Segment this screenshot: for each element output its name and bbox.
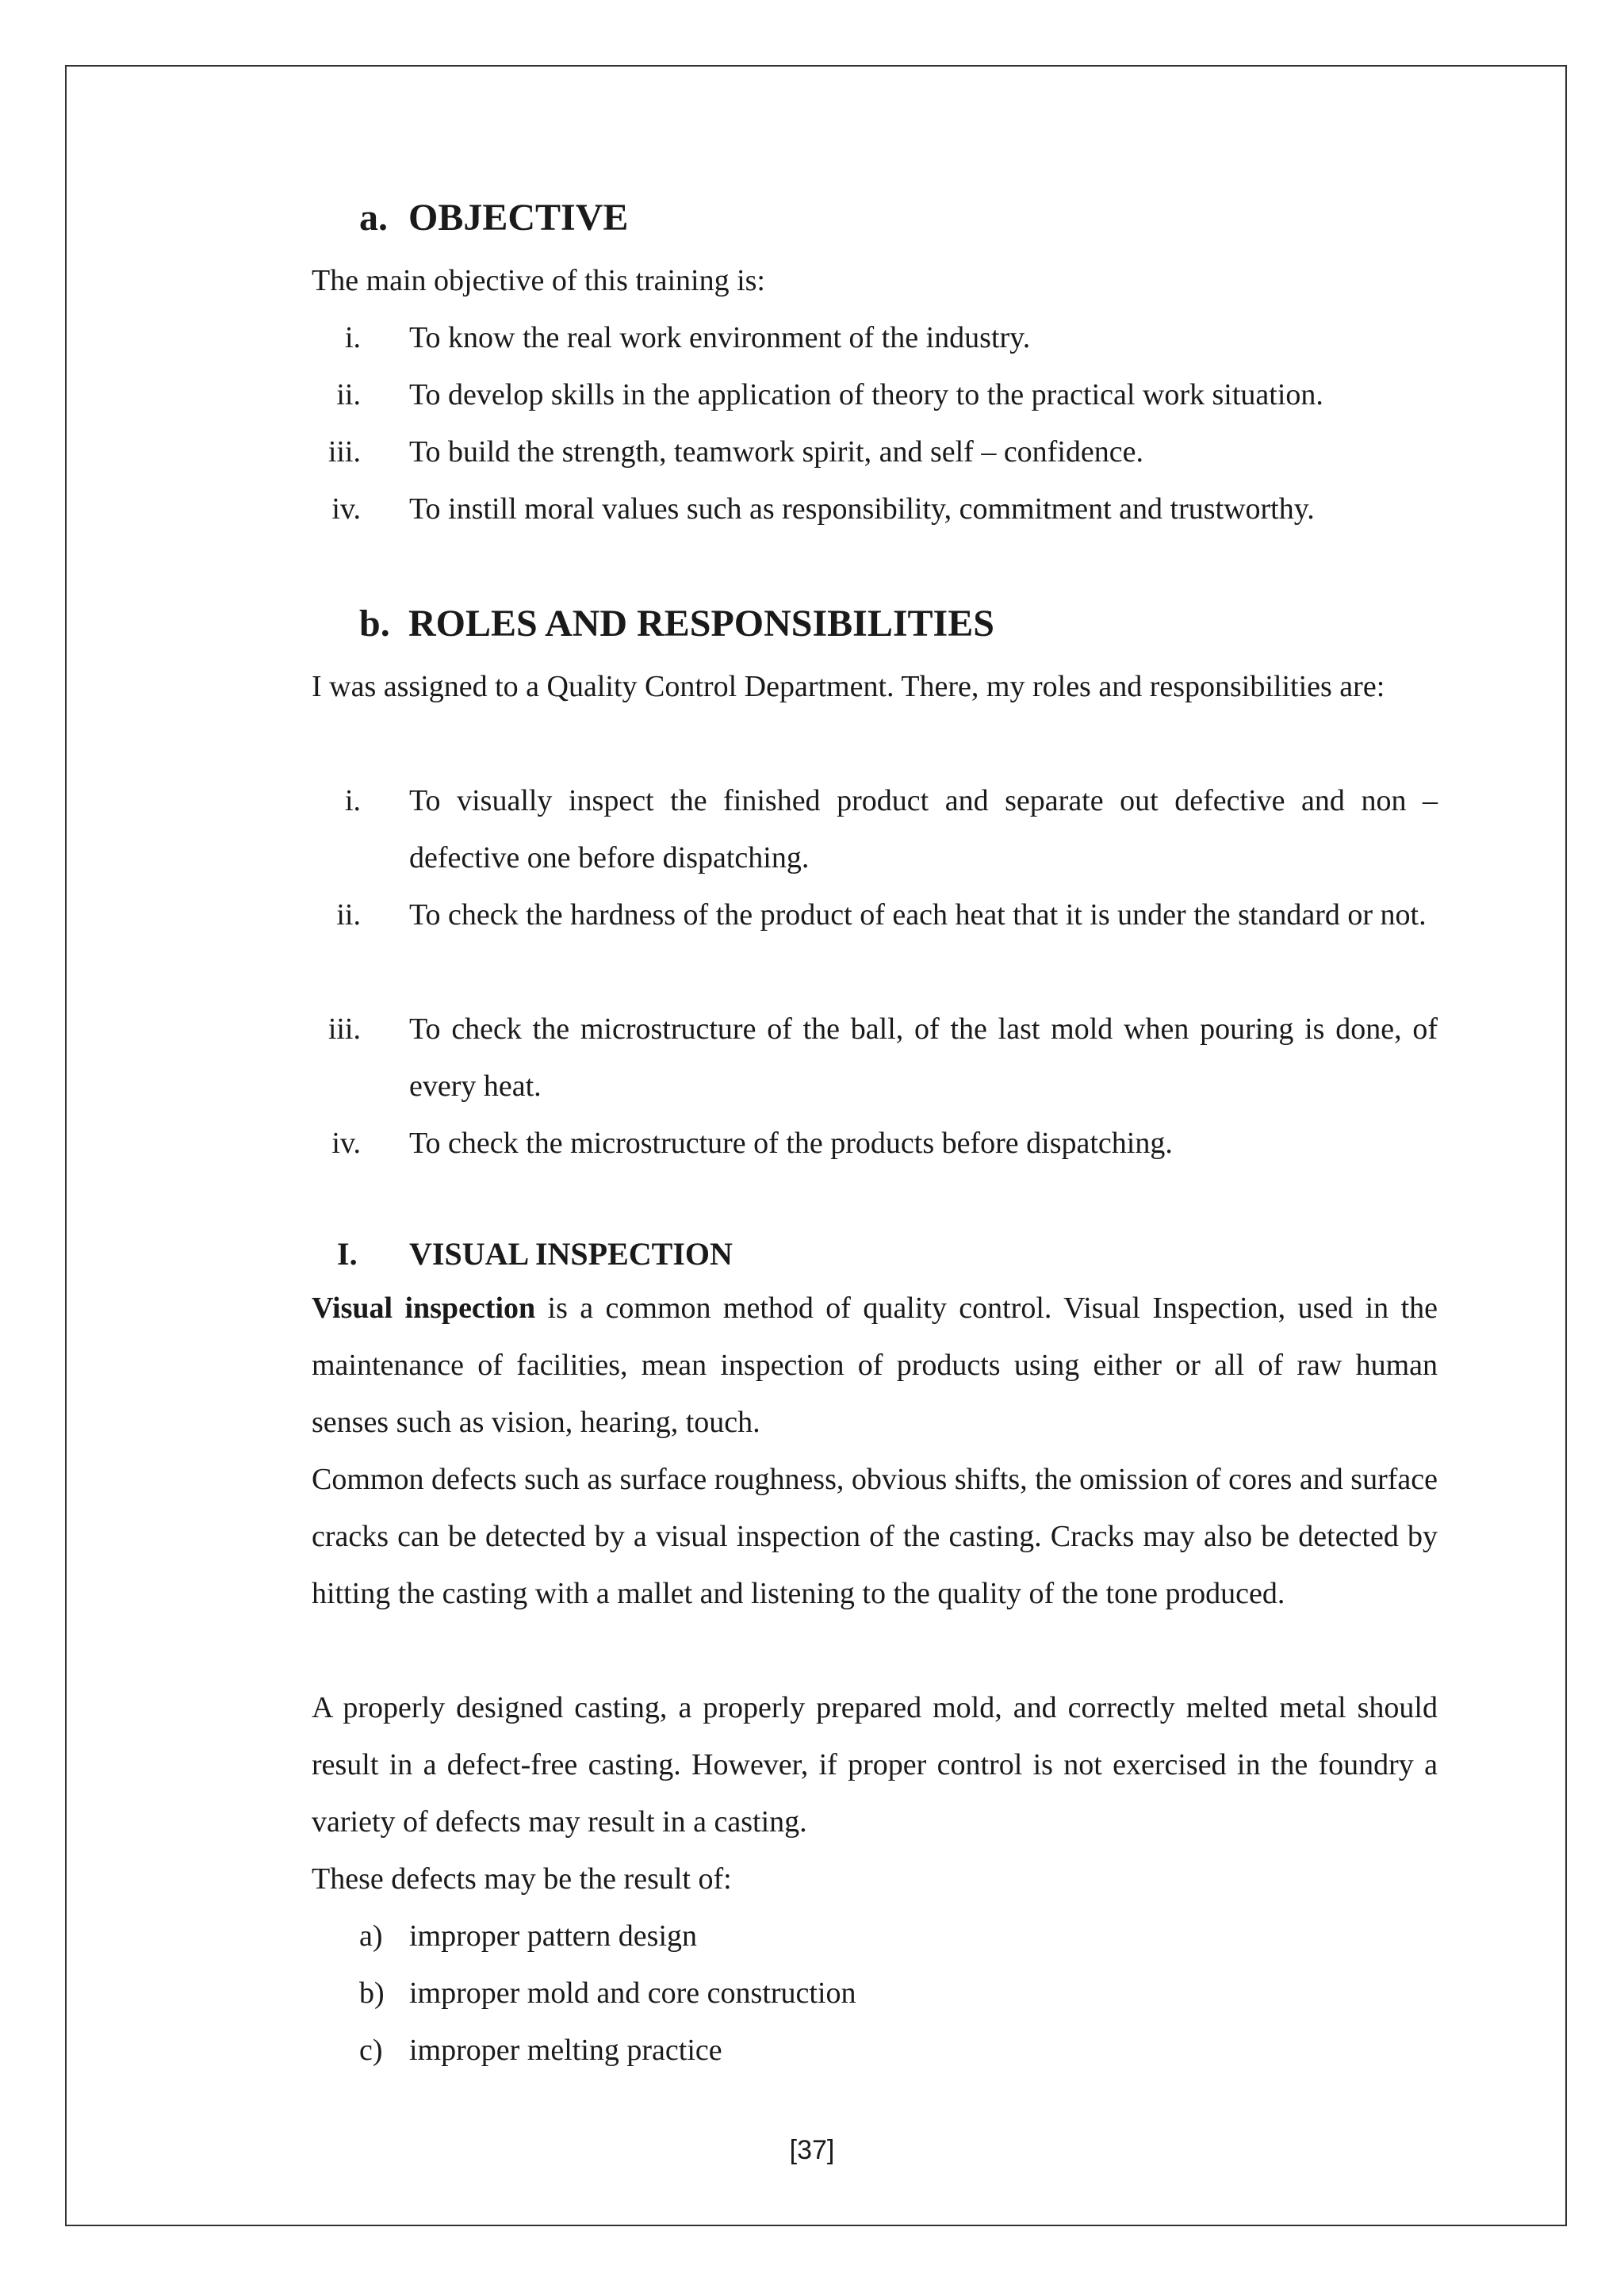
visual-inspection-paragraph-4: These defects may be the result of:	[312, 1862, 732, 1896]
list-text: To build the strength, teamwork spirit, and self – confidence.	[409, 435, 1143, 469]
list-text: To check the microstructure of the ball, of the last mold when pouring is done, of every heat.	[409, 1012, 1438, 1103]
list-number: iv.	[331, 492, 361, 526]
list-item	[359, 1908, 697, 1965]
section-heading-visual-inspection	[337, 1230, 733, 1278]
section-label: I.	[337, 1236, 358, 1272]
section-heading-roles	[359, 600, 994, 648]
list-text: To check the microstructure of the products before dispatching.	[409, 1127, 1173, 1160]
page-number: [37]	[789, 2135, 835, 2165]
list-item	[359, 1965, 856, 2022]
list-number: iv.	[331, 1127, 361, 1160]
list-number: b)	[359, 1976, 385, 2010]
list-text: improper mold and core construction	[409, 1976, 856, 2010]
section-label: b.	[359, 603, 390, 645]
section-title: OBJECTIVE	[408, 197, 629, 239]
list-number: a)	[359, 1919, 383, 1953]
list-text: To visually inspect the finished product and separate out defective and non – defective one before dispatching.	[409, 784, 1438, 874]
list-number: c)	[359, 2034, 383, 2067]
section-title: ROLES AND RESPONSIBILITIES	[408, 603, 994, 645]
list-text: To check the hardness of the product of each heat that it is under the standard or not.	[409, 898, 1427, 932]
list-number: ii.	[336, 378, 361, 411]
list-number: ii.	[336, 898, 361, 932]
paragraph-text: is a common method of quality control. Visual Inspection, used in the maintenance of facilities, mean inspection of products using either or all of raw human senses such as vision, hearing, touch.	[312, 1292, 1438, 1439]
section-title: VISUAL INSPECTION	[409, 1236, 733, 1272]
bold-term: Visual inspection	[312, 1292, 536, 1325]
list-item	[359, 2022, 722, 2079]
visual-inspection-paragraph-3: A properly designed casting, a properly prepared mold, and correctly melted metal should result in a defect-free casting. However, if proper control is not exercised in the foundry a variety of defects may result in a casting.	[312, 1691, 1438, 1839]
objective-intro: The main objective of this training is:	[312, 264, 765, 297]
list-text: improper pattern design	[409, 1919, 698, 1953]
list-number: i.	[344, 321, 361, 354]
roles-intro: I was assigned to a Quality Control Department. There, my roles and responsibilities are:	[312, 670, 1385, 703]
visual-inspection-paragraph-1	[312, 1280, 1438, 1451]
list-text: To instill moral values such as responsibility, commitment and trustworthy.	[409, 492, 1315, 526]
section-heading-objective	[359, 194, 628, 242]
list-text: To develop skills in the application of theory to the practical work situation.	[409, 378, 1323, 411]
list-number: i.	[344, 784, 361, 817]
section-label: a.	[359, 197, 388, 239]
list-number: iii.	[327, 435, 361, 469]
list-number: iii.	[327, 1012, 361, 1046]
visual-inspection-paragraph-2: Common defects such as surface roughness, obvious shifts, the omission of cores and surface cracks can be detected by a visual inspection of the casting. Cracks may also be detected by hitting the casting with a mallet and listening to the quality of the tone produced.	[312, 1463, 1438, 1610]
list-text: improper melting practice	[409, 2034, 722, 2067]
list-text: To know the real work environment of the industry.	[409, 321, 1031, 354]
